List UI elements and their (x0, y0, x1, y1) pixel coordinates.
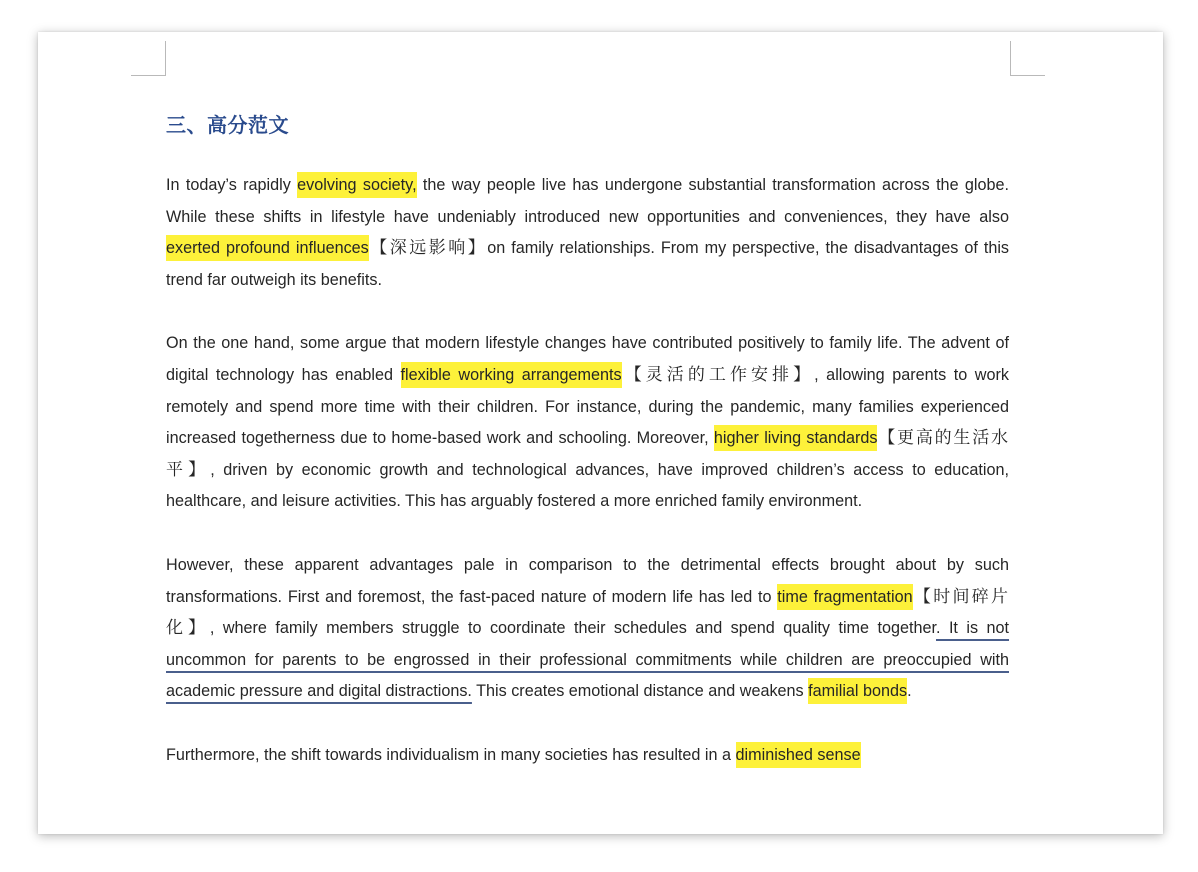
top-left-margin-mark (131, 41, 166, 76)
highlighted-phrase: exerted profound influences (166, 235, 369, 261)
underlined-sentence: . It is not uncommon for parents to be engrossed in their professional commitments while children are preoccupied with academic pressure and digital distractions. (166, 619, 1010, 701)
text-run: , allowing parents to work remotely and spend more time with their children. For instance, during the pandemic, many families experienced increased togetherness due to home-based work and schooling. Moreover, (166, 365, 1009, 448)
highlighted-phrase: familial bonds (808, 678, 907, 704)
highlighted-phrase: flexible working arrangements (401, 362, 622, 388)
text-run: , driven by economic growth and technological advances, have improved children’s access to education, healthcare, and leisure activities. This has arguably fostered a more enriched family environment. (166, 460, 1010, 511)
chinese-annotation: 【灵活的工作安排】 (621, 364, 815, 385)
text-run: , where family members struggle to coordinate their schedules and spend quality time together (209, 619, 936, 638)
highlighted-phrase: time fragmentation (777, 584, 912, 610)
chinese-annotation: 【更高的生活水平】 (166, 428, 1009, 480)
text-run: on family relationships. From my perspective, the disadvantages of this trend far outweigh its benefits. (166, 239, 1010, 289)
text-run: However, these apparent advantages pale in comparison to the detrimental effects brought about by such transformations. First and foremost, the fast-paced nature of modern life has led to (166, 555, 1009, 606)
chinese-annotation: 【深远影响】 (368, 238, 488, 259)
text-run: the way people live has undergone substantial transformation across the globe. While these shifts in lifestyle have undeniably introduced new opportunities and conveniences, they have also (166, 176, 1009, 226)
paragraph-4 (166, 740, 1009, 772)
paragraph-1 (166, 170, 1009, 296)
section-heading: 三、高分范文 (166, 113, 289, 137)
text-run: Furthermore, the shift towards individualism in many societies has resulted in a (166, 745, 736, 764)
text-run: This creates emotional distance and weakens (471, 682, 809, 701)
highlighted-phrase: diminished sense (736, 742, 861, 768)
text-run: On the one hand, some argue that modern lifestyle changes have contributed positively to family life. The advent of digital technology has enabled (166, 334, 1009, 384)
document-page (38, 32, 1163, 834)
paragraph-2 (166, 328, 1009, 518)
paragraph-3 (166, 550, 1009, 708)
chinese-annotation: 【时间碎片化】 (166, 586, 1010, 639)
highlighted-phrase: higher living standards (714, 425, 878, 451)
text-run: . (907, 682, 912, 701)
text-run: In today’s rapidly (166, 176, 298, 194)
top-right-margin-mark (1010, 41, 1045, 76)
highlighted-phrase: evolving society, (297, 172, 416, 198)
essay-body (166, 170, 1009, 804)
